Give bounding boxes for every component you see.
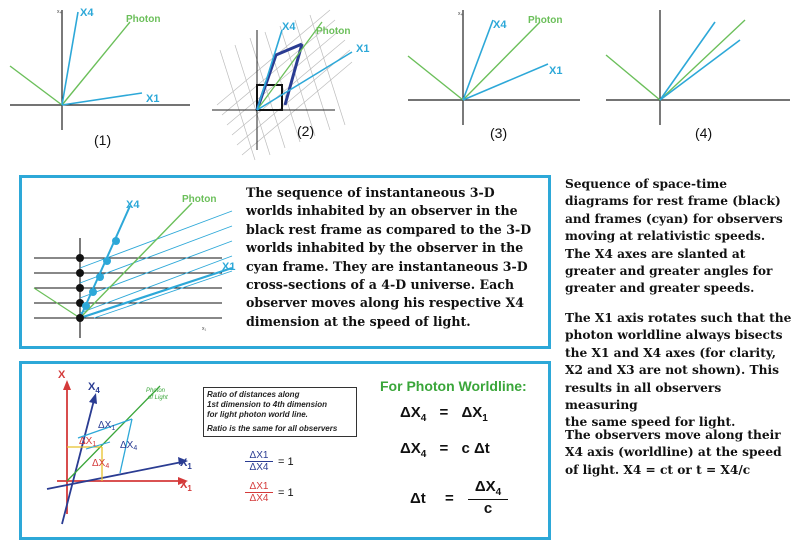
d3-x1-label: X1 <box>549 65 563 77</box>
svg-text:x₄: x₄ <box>458 11 463 17</box>
bot-x4-blue-label: $X_4$ <box>88 381 100 395</box>
svg-text:x₄: x₄ <box>57 9 62 15</box>
eq2-lhs-sub: 4 <box>420 449 427 460</box>
ratio-note-line-2: Ratio is the same for all observers <box>207 424 338 433</box>
ratio-blue-den: ΔX4 <box>249 462 269 473</box>
eq1-lhs-sub: 4 <box>420 413 427 424</box>
svg-text:x₁: x₁ <box>202 326 207 332</box>
ratio-note <box>203 387 357 437</box>
middle-description: The sequence of instantaneous 3-D worlds inhabited by an observer in the black rest frame as compared to the 3-D worlds inhabited by the observer in the cyan frame. They are instantaneous 3-D cross-sections of a 4-D universe. Each observer moves along his respective X4 dimension at the speed of light. <box>246 185 532 329</box>
middle-diagram <box>22 178 244 346</box>
d2-x4-label: X4 <box>282 21 296 33</box>
mid-photon-label: Photon <box>182 194 217 205</box>
equation-2 <box>400 440 490 460</box>
equations-heading: For Photon Worldline: <box>380 378 527 394</box>
bot-dx1-blue: $\Delta X_1$ <box>98 420 116 432</box>
bot-dx4-red: $\Delta X_4$ <box>92 458 110 470</box>
eq2-rhs: c Δt <box>461 440 490 457</box>
bot-x4-red-label: X <box>58 369 66 381</box>
eq2-mid: = <box>439 440 449 457</box>
ratio-red <box>245 481 273 504</box>
bot-x1-blue-label: $X_1$ <box>180 457 192 471</box>
bot-x1-red-label: $X_1$ <box>180 479 192 493</box>
diagram-4 <box>606 10 790 141</box>
eq1-mid: = <box>439 404 449 421</box>
eq3-num: $\Delta X_4$ <box>468 478 508 500</box>
side-paragraph-3: The observers move along their X4 axis (worldline) at the speed of light. X4 = ct or t = X4/c <box>565 428 782 477</box>
diagram-1 <box>10 7 190 148</box>
equation-1 <box>400 404 488 424</box>
d3-photon-label: Photon <box>528 15 563 26</box>
d3-caption: (3) <box>490 125 508 141</box>
side-paragraph-2: The X1 axis rotates such that the photon worldline always bisects the X1 and X4 axes (for clarity, X2 and X3 are not shown). This results in all observers measuring the same speed for light. <box>565 311 792 430</box>
top-diagrams <box>0 0 800 170</box>
ratio-red-num: ΔX1 <box>245 481 273 493</box>
eq2-lhs: ΔX <box>400 440 421 457</box>
d1-caption: (1) <box>94 132 112 148</box>
ratio-red-den: ΔX4 <box>249 493 269 504</box>
bot-dx4-blue: $\Delta X_4$ <box>120 440 138 452</box>
side-paragraph-1: Sequence of space-time diagrams for rest frame (black) and frames (cyan) for observers moving at relativistic speeds. The X4 axes are slanted at greater and greater angles for greater and greater speeds. <box>565 177 783 296</box>
d2-caption: (2) <box>297 123 315 139</box>
d3-x4-label: X4 <box>493 19 507 31</box>
eq1-rhs-sub: 1 <box>482 413 488 424</box>
eq3-mid: = <box>445 490 454 507</box>
d2-photon-label: Photon <box>316 26 351 37</box>
diagram-2 <box>212 10 369 160</box>
d1-x1-label: X1 <box>146 93 160 105</box>
d2-x1-label: X1 <box>356 43 370 55</box>
eq1-rhs: ΔX <box>461 404 483 421</box>
mid-x1-label: X1 <box>222 261 236 273</box>
equation-3 <box>410 478 520 522</box>
bot-dx1-red: $\Delta X_1$ <box>79 436 97 448</box>
diagram-3 <box>408 10 580 141</box>
eq3-lhs: Δt <box>410 490 426 507</box>
eq1-lhs: ΔX <box>400 404 421 421</box>
ratio-blue-val: = 1 <box>278 456 294 468</box>
d1-x4-label: X4 <box>80 7 94 19</box>
ratio-blue <box>245 450 273 473</box>
d1-photon-label: Photon <box>126 14 161 25</box>
mid-x4-label: X4 <box>126 199 140 211</box>
ratio-blue-num: ΔX1 <box>245 450 273 462</box>
eq3-fraction <box>468 478 508 517</box>
bot-photon-label: Photon of Light <box>146 388 168 401</box>
ratio-note-line-1: Ratio of distances along 1st dimension to 4th dimension for light photon world line. <box>207 390 328 419</box>
d4-caption: (4) <box>695 125 713 141</box>
eq3-den: c <box>483 500 493 517</box>
bottom-diagram <box>22 364 202 537</box>
ratio-red-val: = 1 <box>278 487 294 499</box>
